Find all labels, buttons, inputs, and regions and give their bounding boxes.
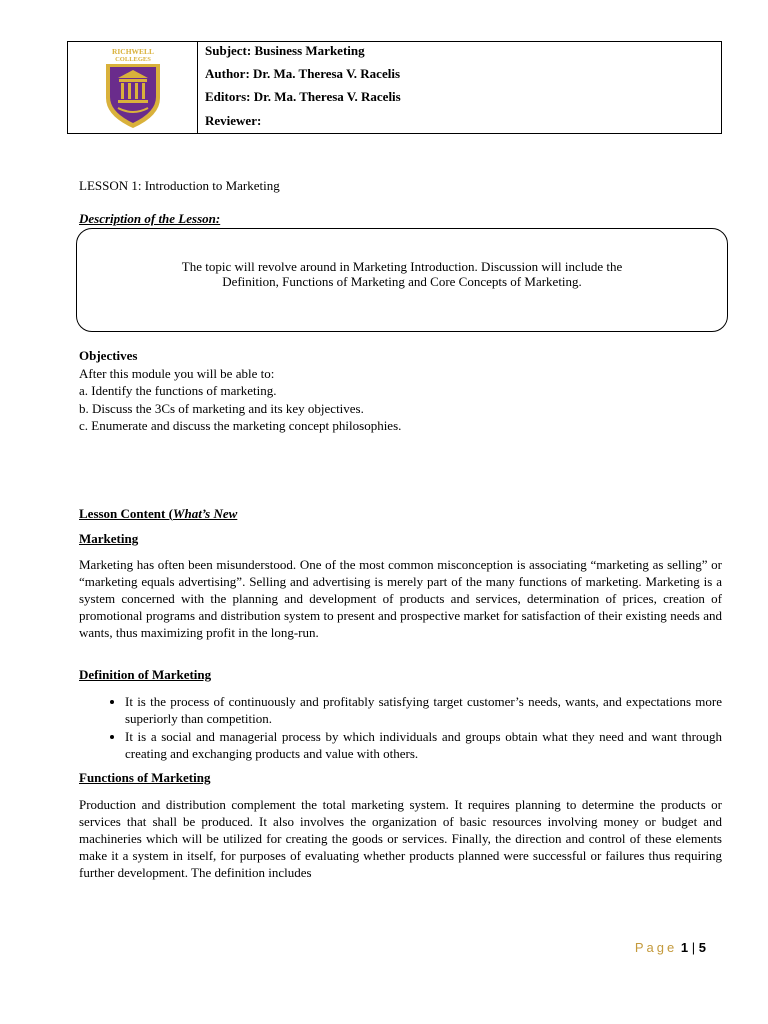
svg-text:RICHWELL: RICHWELL [111, 46, 154, 56]
page-label: Page [634, 940, 678, 955]
list-item: • It is the process of continuously and profitably satisfying target customer’s needs, wants, and expectations more superiorly than competition. [125, 693, 722, 727]
author-line: Author: Dr. Ma. Theresa V. Racelis [205, 66, 400, 82]
objectives-section [79, 347, 722, 435]
svg-text:COLLEGES: COLLEGES [114, 55, 151, 63]
description-text: The topic will revolve around in Marketing Introduction. Discussion will include the Definition, Functions of Marketing and Core Concepts of Marketing. [181, 258, 623, 289]
functions-paragraph: Production and distribution complement the total marketing system. It requires planning to determine the products or services that shall be produced. It also involves the organization of basic resources involving money or budget and machineries which will be utilized for creating the goods or services. Finally, the direction and control of these elements make it a system in itself, for purposes of evaluating whether products planned were successful or failures thus requiring further development. The definition includes [79, 797, 722, 880]
objectives-intro: After this module you will be able to: [79, 365, 275, 381]
list-item: • It is a social and managerial process by which individuals and groups obtain what they need and want through creating and exchanging products and value with others. [125, 728, 722, 762]
description-heading: Description of the Lesson: [79, 211, 221, 226]
objectives-heading: Objectives [79, 348, 138, 363]
reviewer-line: Reviewer: [205, 112, 262, 128]
college-seal-icon [98, 46, 168, 130]
header-table [67, 41, 722, 134]
objective-item: a. Identify the functions of marketing. [79, 383, 277, 398]
total-pages: 5 [698, 940, 706, 955]
richwell-colleges-logo [98, 46, 168, 130]
subject-line: Subject: Business Marketing [205, 43, 365, 58]
editors-line: Editors: Dr. Ma. Theresa V. Racelis [205, 89, 401, 105]
objective-item: b. Discuss the 3Cs of marketing and its key objectives. [79, 400, 364, 416]
lesson-content-heading [79, 506, 722, 522]
page-number: 1 [680, 940, 689, 955]
description-box [76, 228, 728, 332]
header-info [198, 42, 401, 133]
logo-cell [68, 42, 198, 133]
page-separator: | [691, 940, 696, 955]
lesson-title: LESSON 1: Introduction to Marketing [79, 178, 280, 193]
objective-item: c. Enumerate and discuss the marketing concept philosophies. [79, 418, 402, 433]
marketing-paragraph: Marketing has often been misunderstood. One of the most common misconception is associating “marketing as selling” or “marketing equals advertising”. Selling and advertising is merely part of the many functions of marketing. Marketing is a system concerned with the planning and development of products and services, determination of prices, creation of promotional programs and distribution system to present and prospective market for satisfaction of their existing needs and wants, thus maximizing profit in the long-run. [79, 557, 722, 640]
lesson-content-italic: What’s New [172, 506, 238, 521]
definition-list [79, 693, 722, 763]
page-footer [635, 940, 706, 955]
definition-heading: Definition of Marketing [79, 667, 212, 682]
functions-heading: Functions of Marketing [79, 770, 211, 785]
marketing-heading: Marketing [79, 531, 139, 546]
lesson-content-prefix: Lesson Content ( [79, 506, 173, 521]
